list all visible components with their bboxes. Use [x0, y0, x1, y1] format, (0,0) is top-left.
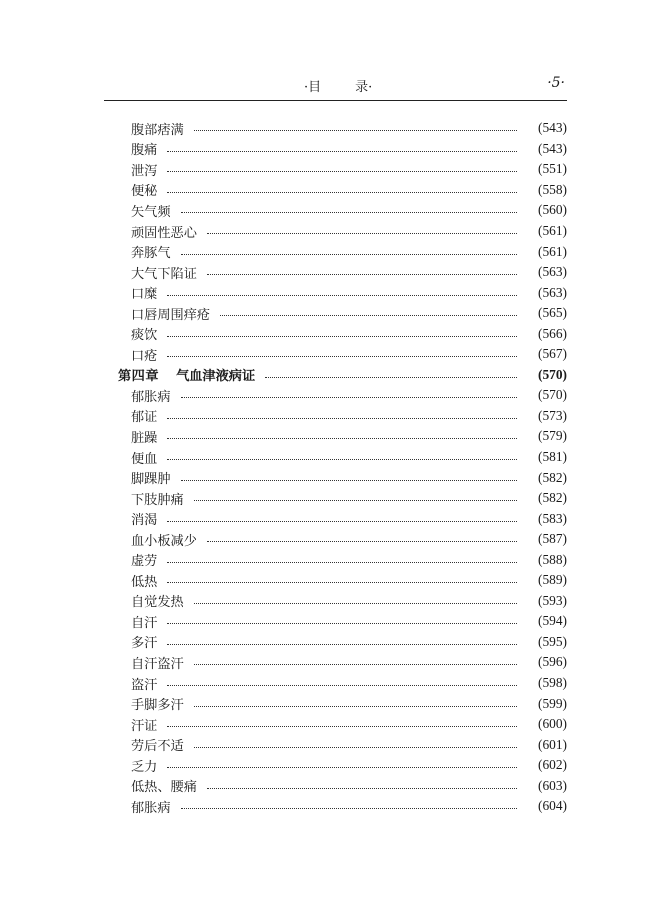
toc-entry[interactable] [0, 632, 650, 653]
toc-entry-title: 多汗 [131, 636, 158, 652]
toc-entry[interactable] [0, 591, 650, 612]
dot-leader [194, 129, 517, 131]
toc-entry-title: 虚劳 [131, 554, 158, 570]
toc-entry-page: (583) [537, 510, 567, 526]
toc-entry-page: (596) [537, 654, 567, 670]
toc-entry[interactable] [0, 549, 650, 570]
toc-entry-page: (594) [537, 613, 567, 629]
dot-leader [167, 766, 517, 768]
toc-entry-page: (573) [537, 407, 567, 423]
toc-entry-title: 脚踝肿 [131, 472, 171, 488]
toc-entry-title: 郁胀病 [131, 800, 171, 816]
toc-entry-page: (588) [537, 551, 567, 567]
dot-leader [194, 705, 517, 707]
toc-entry-page: (561) [537, 223, 567, 238]
toc-entry[interactable] [0, 508, 650, 529]
header-title [304, 76, 372, 95]
toc-entry-page: (601) [537, 736, 567, 752]
dot-leader [194, 602, 517, 604]
running-header [104, 76, 567, 98]
dot-leader [265, 376, 517, 378]
toc-entry-title: 劳后不适 [131, 739, 184, 755]
toc-entry-title: 低热、腰痛 [131, 780, 197, 796]
dot-leader [167, 684, 517, 686]
dot-leader [167, 561, 517, 563]
toc-entry[interactable] [0, 139, 650, 160]
toc-entry-page: (603) [537, 777, 567, 793]
toc-entry-title: 口唇周围痒疮 [131, 307, 211, 323]
dot-leader [181, 479, 517, 481]
toc-entry[interactable] [0, 776, 650, 797]
toc-entry-page: (570) [537, 387, 567, 403]
toc-entry-title: 腹痛 [131, 143, 158, 159]
toc-entry-page: (543) [537, 120, 567, 136]
toc-entry-page: (563) [537, 264, 567, 280]
toc-entry[interactable] [0, 426, 650, 447]
toc-entry-title: 痰饮 [131, 328, 158, 344]
dot-leader [167, 150, 517, 152]
toc-entry-title: 便血 [131, 451, 158, 467]
toc-entry-title: 郁胀病 [131, 389, 171, 405]
toc-entry[interactable] [0, 529, 650, 550]
toc-entry-title: 下肢肿痛 [131, 492, 184, 508]
toc-entry[interactable] [0, 159, 650, 180]
toc-entry[interactable] [0, 221, 650, 242]
toc-entry-title: 乏力 [131, 759, 158, 775]
dot-leader [167, 355, 517, 357]
toc-entry[interactable] [0, 118, 650, 139]
dot-leader [181, 396, 517, 398]
toc-entry-title: 手脚多汗 [131, 698, 184, 714]
dot-leader [167, 335, 517, 337]
dot-leader [167, 725, 517, 727]
dot-leader [167, 170, 517, 172]
toc-entry-title: 大气下陷证 [131, 266, 197, 282]
chapter-title [118, 365, 255, 384]
toc-entry-title: 低热 [131, 574, 158, 590]
toc-entry-title: 奔豚气 [131, 246, 171, 262]
toc-entry-title: 腹部痞满 [131, 122, 184, 138]
dot-leader [207, 787, 517, 789]
toc-entry[interactable] [0, 755, 650, 776]
dot-leader [181, 253, 517, 255]
header-page-number: ·5· [547, 75, 565, 91]
toc-entry-title: 泄泻 [131, 163, 158, 179]
toc-entry-page: (563) [537, 284, 567, 300]
dot-leader [167, 622, 517, 624]
toc-entry[interactable] [0, 262, 650, 283]
toc-entry-page: (565) [537, 305, 567, 321]
toc-chapter-heading[interactable] [0, 365, 650, 386]
dot-leader [220, 314, 517, 316]
dot-leader [167, 417, 517, 419]
toc-entry-page: (604) [537, 798, 567, 814]
toc-entry[interactable] [0, 180, 650, 201]
toc-entry[interactable] [0, 673, 650, 694]
toc-entry-title: 汗证 [131, 718, 158, 734]
toc-entry[interactable] [0, 796, 650, 817]
dot-leader [167, 520, 517, 522]
toc-entry-page: (600) [537, 716, 567, 732]
dot-leader [167, 294, 517, 296]
toc-entry-title: 血小板减少 [131, 533, 197, 549]
toc-entry[interactable] [0, 734, 650, 755]
toc-entry-page: (602) [537, 757, 567, 773]
dot-leader [194, 499, 517, 501]
chapter-name: 气血津液病证 [176, 369, 256, 385]
toc-entry-page: (587) [537, 531, 567, 547]
chapter-number: 第四章 [118, 369, 160, 385]
dot-leader [207, 232, 517, 234]
toc-entry-title: 脏躁 [131, 430, 158, 446]
toc-entry[interactable] [0, 200, 650, 221]
toc-entry[interactable] [0, 241, 650, 262]
toc-entry-page: (560) [537, 202, 567, 218]
toc-entry-title: 自汗盗汗 [131, 656, 184, 672]
toc-entry-page: (581) [537, 449, 567, 465]
toc-entry-title: 顽固性恶心 [131, 225, 197, 241]
dot-leader [194, 746, 517, 748]
toc-entry-page: (579) [537, 428, 567, 444]
toc-entry-title: 自汗 [131, 615, 158, 631]
header-rule [104, 100, 567, 101]
toc-entry[interactable] [0, 611, 650, 632]
dot-leader [181, 211, 517, 213]
toc-entry-page: (551) [537, 161, 567, 177]
toc-entry[interactable] [0, 570, 650, 591]
table-of-contents [0, 118, 650, 817]
toc-entry-title: 矢气频 [131, 204, 171, 220]
dot-leader [207, 540, 517, 542]
chapter-page: (570) [537, 366, 567, 382]
toc-entry-page: (582) [537, 490, 567, 506]
dot-leader [167, 191, 517, 193]
toc-entry-title: 消渴 [131, 513, 158, 529]
toc-entry[interactable] [0, 714, 650, 735]
toc-entry[interactable] [0, 488, 650, 509]
toc-entry-page: (598) [537, 675, 567, 691]
toc-entry-page: (567) [537, 346, 567, 362]
dot-leader [167, 458, 517, 460]
toc-entry-page: (595) [537, 633, 567, 649]
header-title-part1: ·目 [304, 80, 322, 95]
dot-leader [167, 581, 517, 583]
toc-entry[interactable] [0, 652, 650, 673]
toc-entry[interactable] [0, 447, 650, 468]
toc-entry-title: 口糜 [131, 287, 158, 303]
dot-leader [167, 437, 517, 439]
toc-entry-page: (593) [537, 592, 567, 608]
toc-entry[interactable] [0, 323, 650, 344]
dot-leader [207, 273, 517, 275]
dot-leader [167, 643, 517, 645]
toc-entry-page: (589) [537, 572, 567, 588]
toc-entry[interactable] [0, 693, 650, 714]
toc-entry-title: 便秘 [131, 184, 158, 200]
toc-entry-title: 口疮 [131, 348, 158, 364]
header-title-part2: 录· [355, 80, 373, 95]
toc-entry-page: (561) [537, 243, 567, 259]
toc-entry-page: (558) [537, 181, 567, 197]
toc-entry-page: (566) [537, 325, 567, 341]
toc-entry[interactable] [0, 282, 650, 303]
toc-entry[interactable] [0, 406, 650, 427]
toc-entry-title: 盗汗 [131, 677, 158, 693]
toc-entry-title: 郁证 [131, 410, 158, 426]
toc-entry[interactable] [0, 467, 650, 488]
dot-leader [181, 807, 517, 809]
toc-entry[interactable] [0, 344, 650, 365]
toc-entry-title: 自觉发热 [131, 595, 184, 611]
toc-entry[interactable] [0, 303, 650, 324]
toc-entry-page: (543) [537, 140, 567, 156]
toc-entry-page: (582) [537, 469, 567, 485]
dot-leader [194, 663, 517, 665]
toc-entry[interactable] [0, 385, 650, 406]
toc-entry-page: (599) [537, 695, 567, 711]
